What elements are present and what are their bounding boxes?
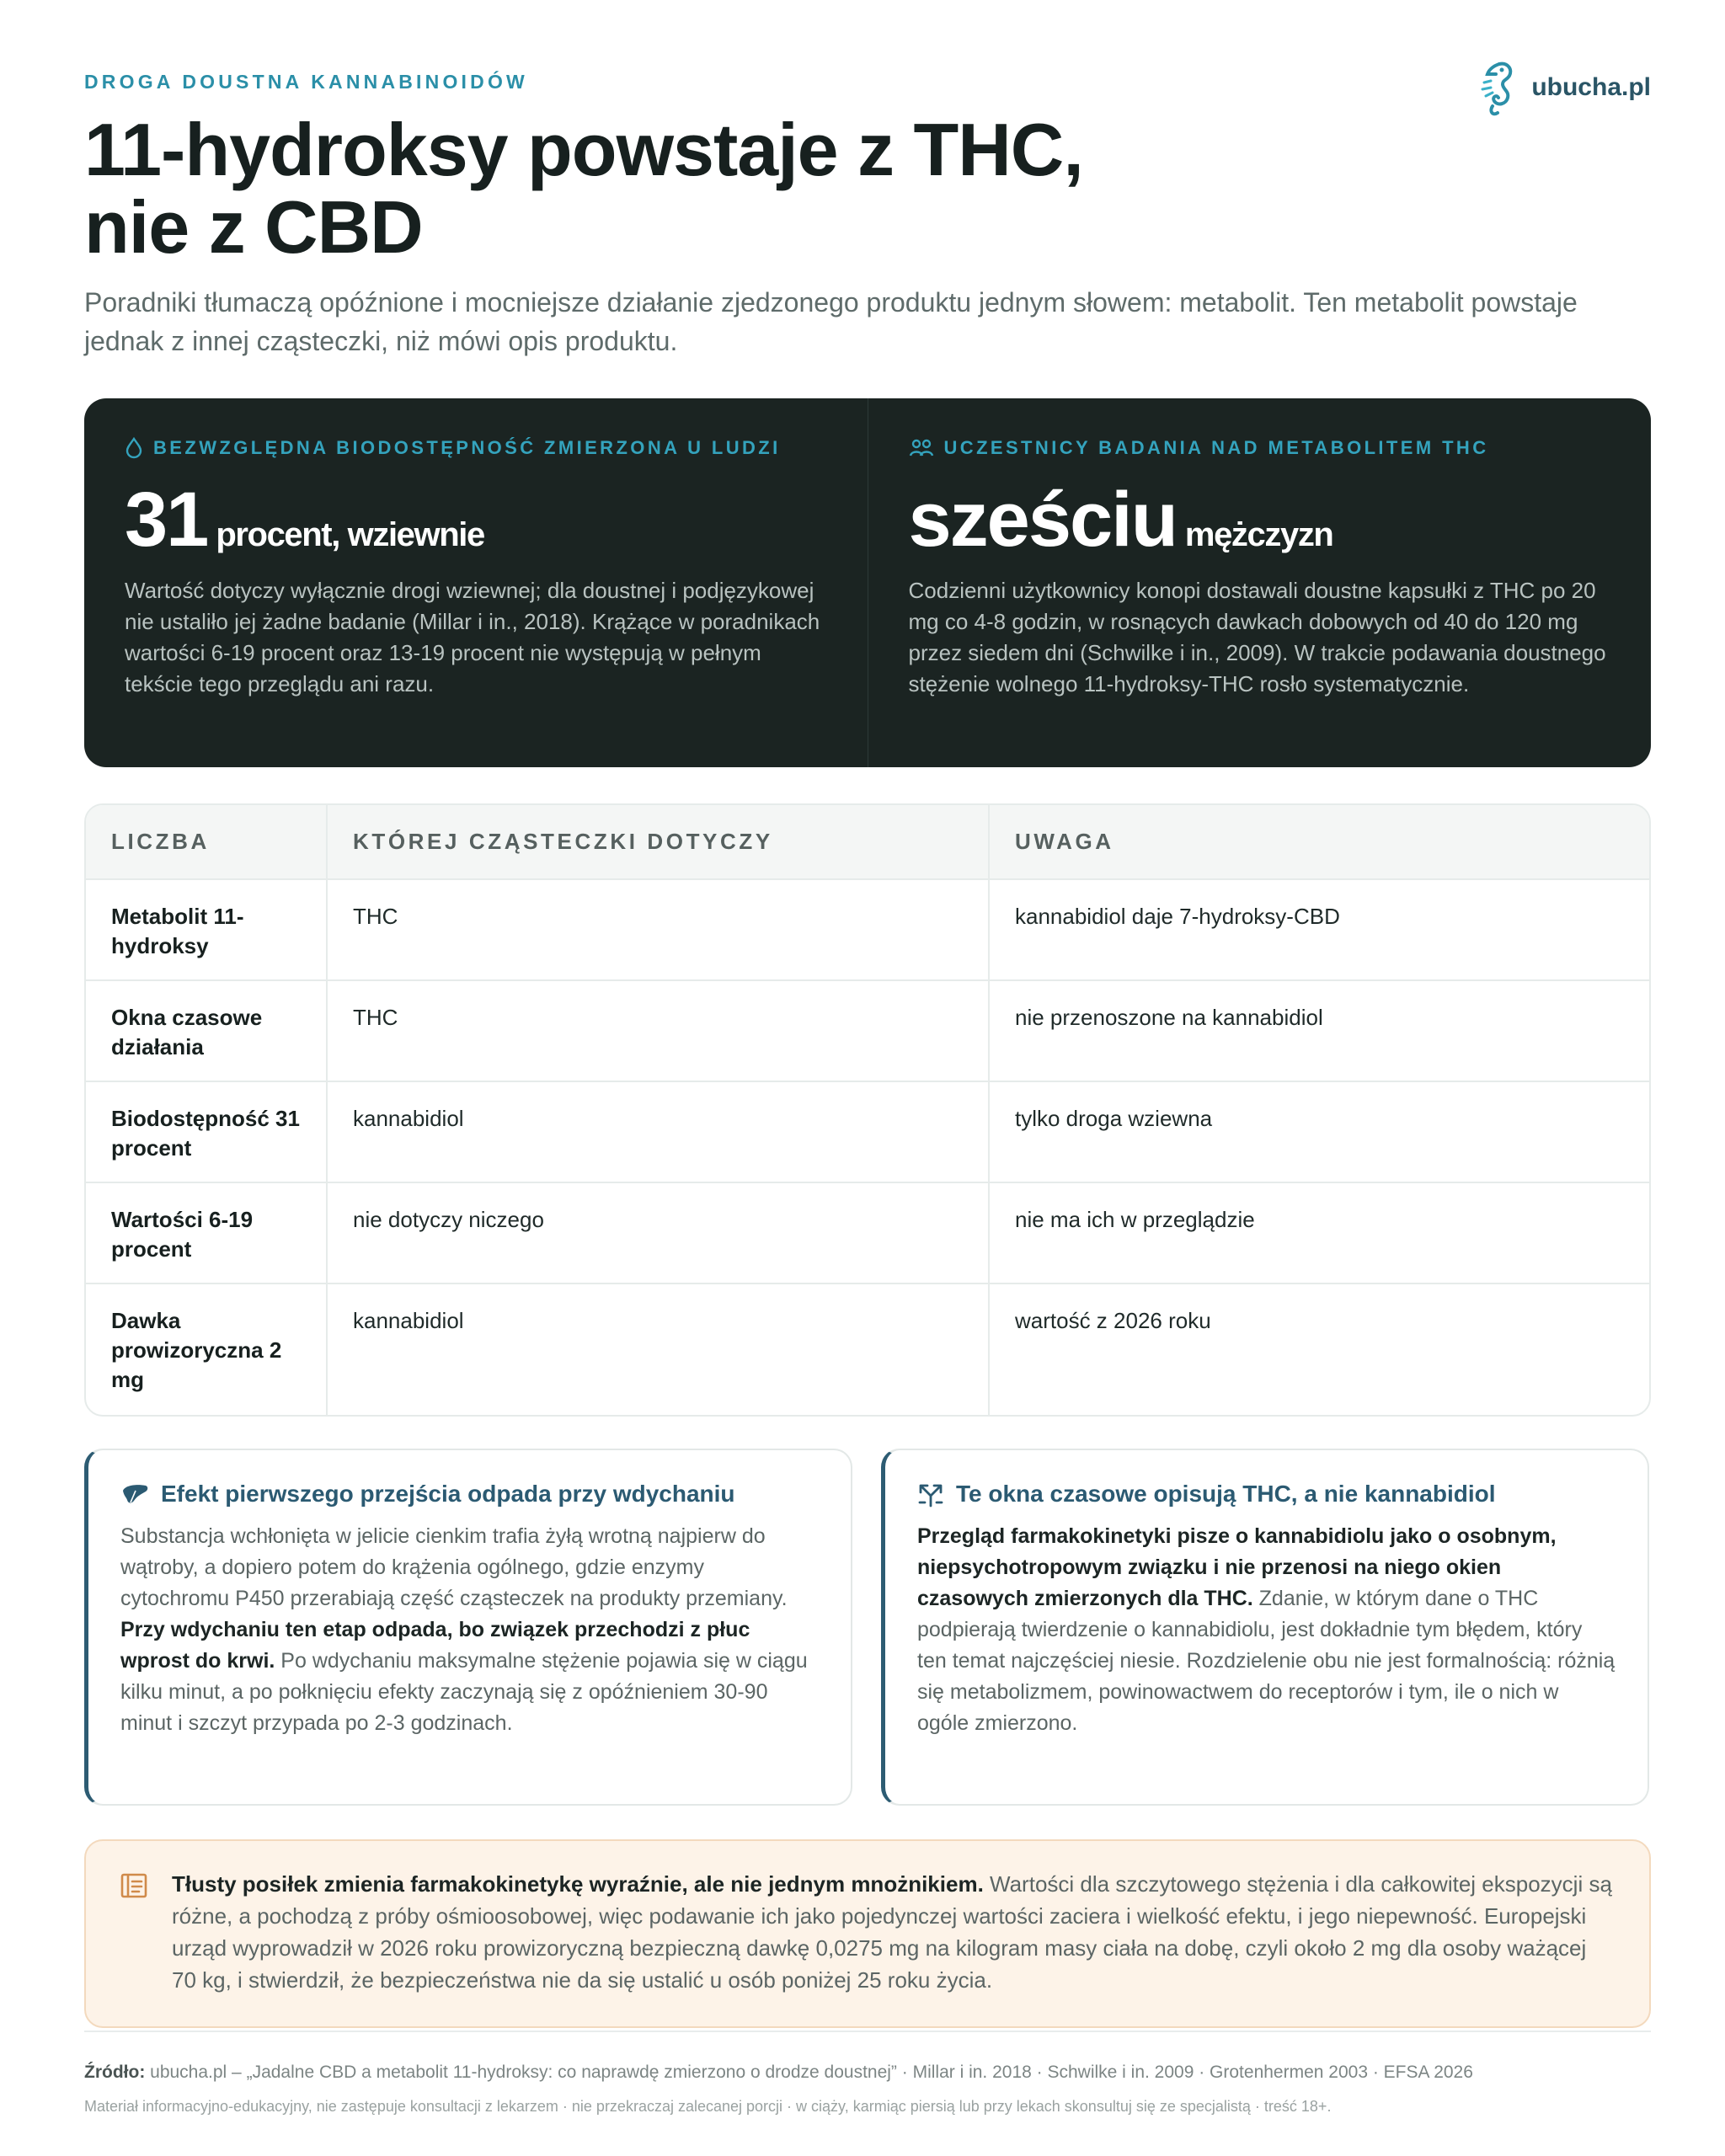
card-title-text: Te okna czasowe opisują THC, a nie kannabidiol	[956, 1481, 1496, 1507]
card-title-text: Efekt pierwszego przejścia odpada przy wdychaniu	[161, 1481, 735, 1507]
stat-label	[125, 437, 827, 459]
card-body	[917, 1521, 1616, 1739]
row-molecule: THC	[327, 980, 989, 1081]
stat-participants	[868, 398, 1652, 767]
stat-description: Codzienni użytkownicy konopi dostawali doustne kapsułki z THC po 20 mg co 4-8 godzin, w rosnących dawkach dobowych od 40 do 120 mg przez siedem dni (Schwilke i in., 2009). W trakcie podawania doustnego stężenie wolnego 11-hydroksy-THC rosło systematycznie.	[908, 578, 1606, 696]
row-note: nie przenoszone na kannabidiol	[989, 980, 1649, 1081]
note-text	[172, 1868, 1616, 2026]
lead-paragraph: Poradniki tłumaczą opóźnione i mocniejsze działanie zjedzonego produktu jednym słowem: metabolit. Ten metabolit powstaje jednak z innej cząsteczki, niż mówi opis produktu.	[84, 287, 1578, 356]
split-arrows-icon	[917, 1481, 944, 1508]
column-header-note: UWAGA	[989, 805, 1649, 879]
source-line	[84, 2060, 1651, 2085]
title-line-2: nie z CBD	[84, 185, 423, 269]
column-header-number: LICZBA	[86, 805, 327, 879]
card-text-emphasis: Przy wdychaniu ten etap odpada, bo związek przechodzi z płuc wprost do krwi.	[120, 1618, 750, 1673]
row-key: Okna czasowe działania	[86, 980, 327, 1081]
card-text-emphasis: Przegląd farmakokinetyki pisze o kannabidiolu jako o osobnym, niepsychotropowym związku i nie przenosi na niego okien czasowych zmierzonych dla THC.	[917, 1524, 1557, 1610]
card-text: Zdanie, w którym dane o THC podpierają twierdzenie o kannabidiolu, jest dokładnie tym błędem, który ten temat najczęściej niesie. Rozdzielenie obu nie jest formalnością: różnią się metabolizmem, powinowactwem do receptorów i tym, ile o nich w ogóle zmierzono.	[917, 1587, 1616, 1735]
source-label: Źródło:	[84, 2063, 146, 2082]
row-key: Biodostępność 31 procent	[86, 1081, 327, 1182]
page-title	[84, 108, 1083, 269]
document-icon	[120, 1871, 148, 1900]
stat-description: Wartość dotyczy wyłącznie drogi wziewnej; dla doustnej i podjęzykowej nie ustaliło jej żadne badanie (Millar i in., 2018). Krążące w poradnikach wartości 6-19 procent oraz 13-19 procent nie występują w pełnym tekście tego przeglądu ani razu.	[125, 578, 820, 696]
table-row	[86, 1182, 1649, 1283]
stats-panel	[84, 398, 1651, 767]
card-title	[120, 1481, 819, 1508]
row-note: nie ma ich w przeglądzie	[989, 1182, 1649, 1283]
stat-value-group	[908, 477, 1611, 563]
row-molecule: nie dotyczy niczego	[327, 1182, 989, 1283]
note-box	[84, 1839, 1651, 2028]
stat-value: sześciu	[908, 477, 1177, 563]
row-note: kannabidiol daje 7-hydroksy-CBD	[989, 879, 1649, 980]
stat-bioavailability	[84, 398, 868, 767]
drop-icon	[125, 437, 143, 459]
row-molecule: kannabidiol	[327, 1081, 989, 1182]
row-note: tylko droga wziewna	[989, 1081, 1649, 1182]
row-key: Wartości 6-19 procent	[86, 1182, 327, 1283]
card-body	[120, 1521, 819, 1739]
brand-name: ubucha.pl	[1531, 73, 1651, 101]
stat-value-group	[125, 477, 827, 563]
brand[interactable]	[1474, 57, 1651, 118]
comparison-table	[84, 803, 1651, 1417]
table-row	[86, 1283, 1649, 1415]
disclaimer: Materiał informacyjno-edukacyjny, nie zastępuje konsultacji z lekarzem · nie przekraczaj zalecanej porcji · w ciąży, karmiąc piersią lub przy lekach skonsultuj się ze specjalistą · treść 18+.	[84, 2098, 1332, 2115]
people-icon	[909, 438, 934, 458]
row-molecule: kannabidiol	[327, 1283, 989, 1415]
card-first-pass-effect	[84, 1449, 852, 1806]
footer-divider	[84, 2031, 1651, 2032]
stat-unit: mężczyzn	[1184, 516, 1333, 553]
table-row	[86, 879, 1649, 980]
stat-label-text: UCZESTNICY BADANIA NAD METABOLITEM THC	[943, 437, 1489, 458]
row-key: Metabolit 11-hydroksy	[86, 879, 327, 980]
row-molecule: THC	[327, 879, 989, 980]
row-note: wartość z 2026 roku	[989, 1283, 1649, 1415]
source-text: ubucha.pl – „Jadalne CBD a metabolit 11-hydroksy: co naprawdę zmierzono o drodze doustnej” · Millar i in. 2018 · Schwilke i in. 2009 · Grotenhermen 2003 · EFSA 2026	[145, 2063, 1473, 2082]
card-time-windows	[881, 1449, 1649, 1806]
column-header-molecule: KTÓREJ CZĄSTECZKI DOTYCZY	[327, 805, 989, 879]
title-line-1: 11-hydroksy powstaje z THC,	[84, 108, 1083, 191]
liver-icon	[120, 1482, 149, 1506]
seahorse-logo-icon	[1474, 57, 1521, 118]
stat-label-text: BEZWZGLĘDNA BIODOSTĘPNOŚĆ ZMIERZONA U LUDZI	[153, 437, 781, 458]
card-text: Po wdychaniu maksymalne stężenie pojawia się w ciągu kilku minut, a po połknięciu efekty zaczynają się z opóźnieniem 30-90 minut i szczyt przypada po 2-3 godzinach.	[120, 1649, 808, 1735]
stat-unit: procent, wziewnie	[216, 516, 484, 553]
stat-value: 31	[125, 477, 208, 563]
table-row	[86, 980, 1649, 1081]
card-title	[917, 1481, 1616, 1508]
stat-label	[909, 437, 1611, 459]
table-row	[86, 1081, 1649, 1182]
note-body: Wartości dla szczytowego stężenia i dla całkowitej ekspozycji są różne, a pochodzą z próby ośmioosobowej, więc podawanie ich jako pojedynczej wartości zaciera i wielkość efektu, i jego niepewność. Europejski urząd wyprowadził w 2026 roku prowizoryczną bezpieczną dawkę 0,0275 mg na kilogram masy ciała na dobę, czyli około 2 mg dla osoby ważącej 70 kg, i stwierdził, że bezpieczeństwa nie da się ustalić u osób poniżej 25 roku życia.	[172, 1871, 1612, 1993]
row-key: Dawka prowizoryczna 2 mg	[111, 1308, 282, 1392]
note-emphasis: Tłusty posiłek zmienia farmakokinetykę wyraźnie, ale nie jednym mnożnikiem.	[172, 1871, 984, 1897]
card-text: Substancja wchłonięta w jelicie cienkim trafia żyłą wrotną najpierw do wątroby, a dopiero potem do krążenia ogólnego, gdzie enzymy cytochromu P450 przerabiają część cząsteczek na produkty przemiany.	[120, 1524, 788, 1610]
eyebrow-label: DROGA DOUSTNA KANNABINOIDÓW	[84, 71, 528, 93]
